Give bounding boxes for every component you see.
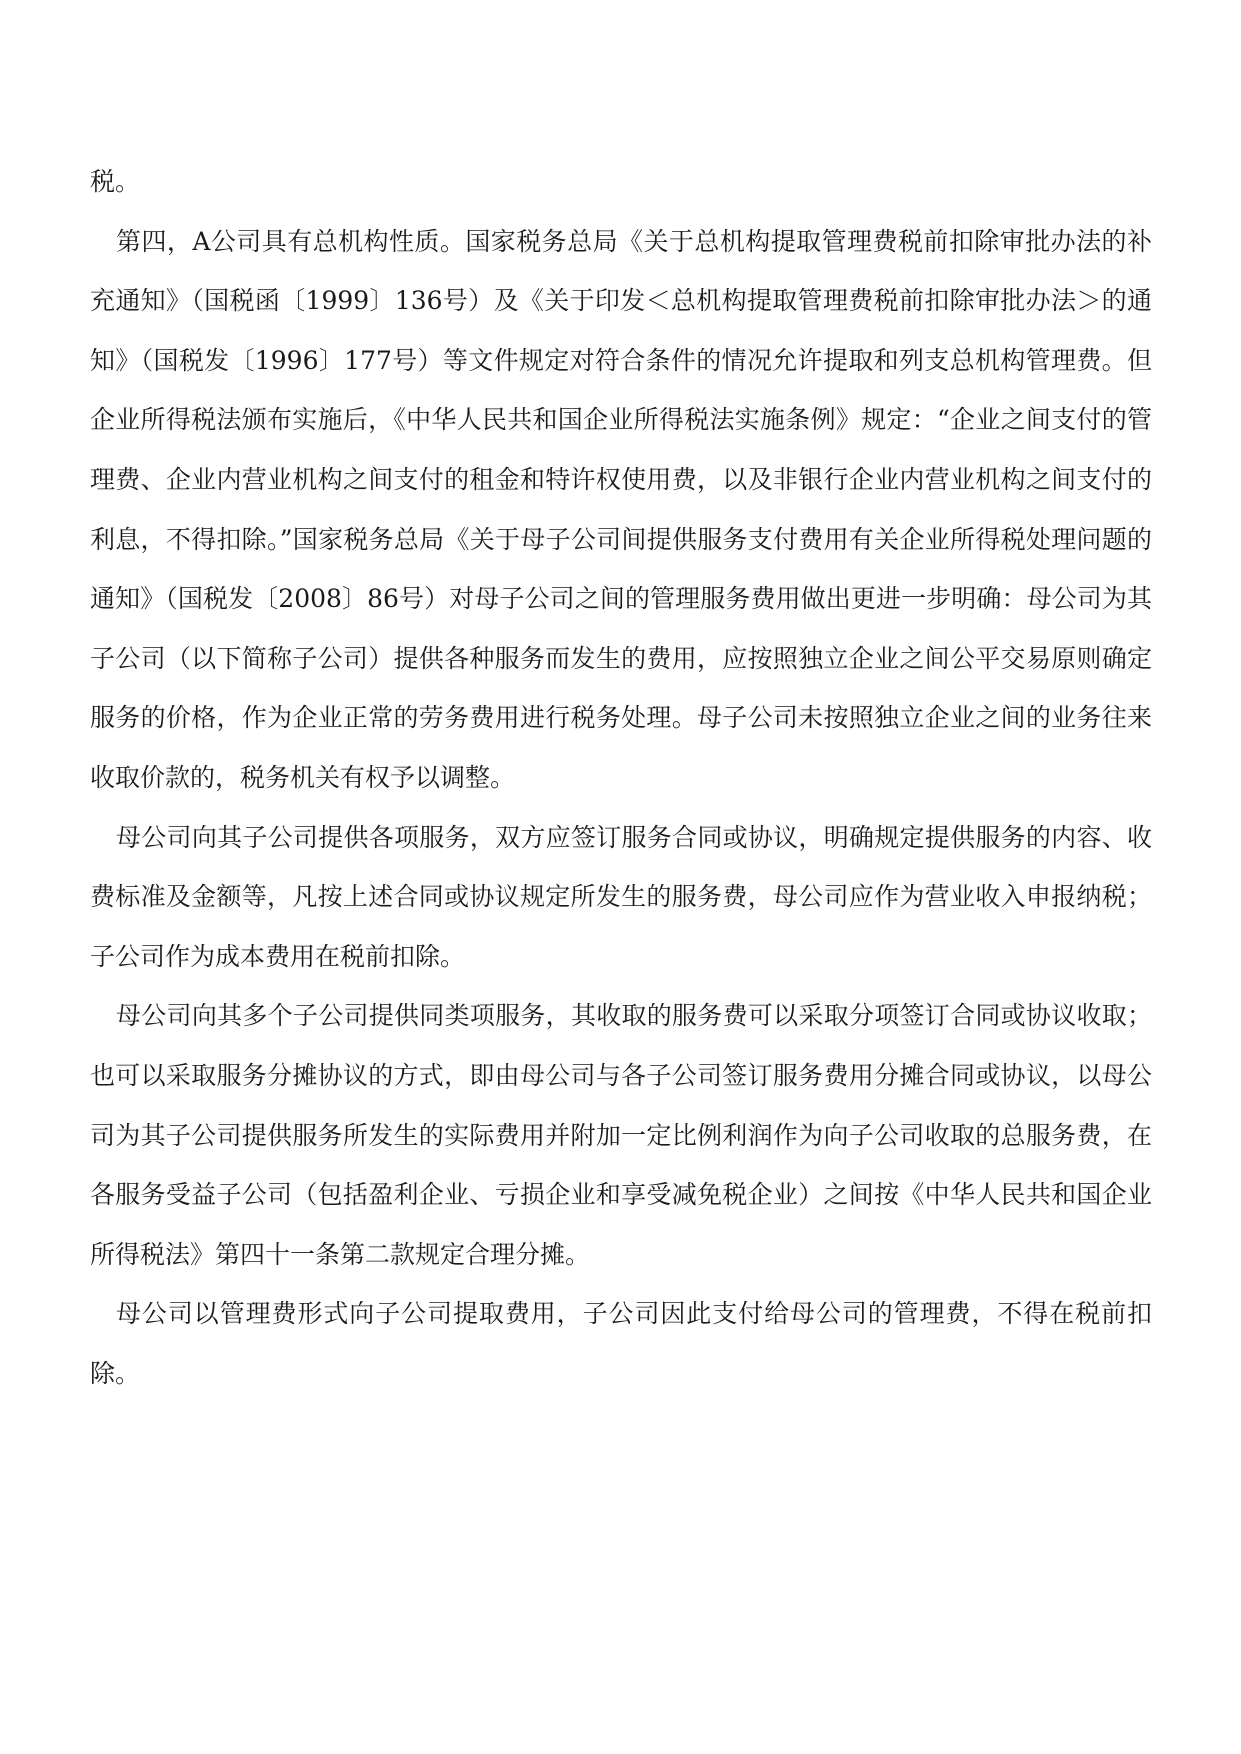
paragraph-continuation: 税。 <box>90 167 141 196</box>
paragraph-management-fee: 母公司以管理费形式向子公司提取费用，子公司因此支付给母公司的管理费，不得在税前扣除。 <box>90 1299 1152 1388</box>
document-body <box>90 152 1152 1403</box>
paragraph-head-office-nature: 第四，A公司具有总机构性质。国家税务总局《关于总机构提取管理费税前扣除审批办法的补充通知》（国税函〔1999〕136号）及《关于印发＜总机构提取管理费税前扣除审批办法＞的通知》（国税发〔1996〕177号）等文件规定对符合条件的情况允许提取和列支总机构管理费。但企业所得税法颁布实施后，《中华人民共和国企业所得税法实施条例》规定：“企业之间支付的管理费、企业内营业机构之间支付的租金和特许权使用费，以及非银行企业内营业机构之间支付的利息，不得扣除。”国家税务总局《关于母子公司间提供服务支付费用有关企业所得税处理问题的通知》（国税发〔2008〕86号）对母子公司之间的管理服务费用做出更进一步明确：母公司为其子公司（以下简称子公司）提供各种服务而发生的费用，应按照独立企业之间公平交易原则确定服务的价格，作为企业正常的劳务费用进行税务处理。母子公司未按照独立企业之间的业务往来收取价款的，税务机关有权予以调整。 <box>90 226 1152 792</box>
paragraph-cost-sharing: 母公司向其多个子公司提供同类项服务，其收取的服务费可以采取分项签订合同或协议收取；也可以采取服务分摊协议的方式，即由母公司与各子公司签订服务费用分摊合同或协议，以母公司为其子公司提供服务所发生的实际费用并附加一定比例利润作为向子公司收取的总服务费，在各服务受益子公司（包括盈利企业、亏损企业和享受减免税企业）之间按《中华人民共和国企业所得税法》第四十一条第二款规定合理分摊。 <box>90 1001 1152 1269</box>
paragraph-service-contract: 母公司向其子公司提供各项服务，双方应签订服务合同或协议，明确规定提供服务的内容、收费标准及金额等，凡按上述合同或协议规定所发生的服务费，母公司应作为营业收入申报纳税；子公司作为成本费用在税前扣除。 <box>90 822 1152 971</box>
